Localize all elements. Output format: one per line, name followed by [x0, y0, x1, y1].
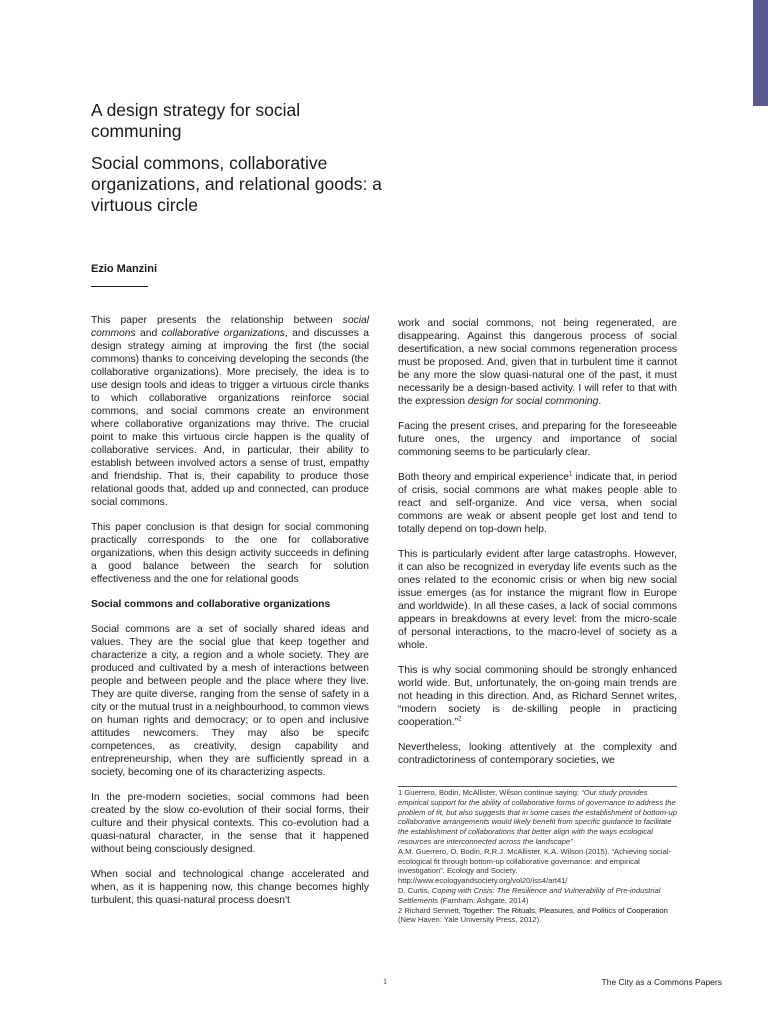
title-block — [91, 100, 391, 216]
right-column — [398, 317, 677, 779]
right-paragraph-3: Both theory and empirical experience$^1$ indicate that, in period of crisis, social commons are what makes people able to react and self-organize. And vice versa, when social commons are weak or absent people get lost and tend to totally depend on top-down help. — [398, 471, 678, 535]
footnote-2: 2 Richard Sennett, Together: The Rituals, Pleasures, and Politics of Cooperation (New Haven: Yale University Press, 2012). — [398, 905, 668, 925]
right-paragraph-6: Nevertheless, looking attentively at the complexity and contradictoriness of contemporary societies, we — [398, 742, 677, 766]
author-rule — [91, 286, 148, 287]
footnote-1: 1 Guerrero, Bodin, McAllister, Wilson continue saying: “Our study provides empirical support for the ability of collaborative forms of governance to address the problem of fit, but also suggests that in some cases the establishment of bottom-up collaborative arrangements would likely benefit from specific guidance to facilitate the establishment of collaborations that better align with the ways ecological resources are interconnected across the landscape” — [398, 788, 678, 846]
paper-title: A design strategy for social communing — [91, 100, 301, 141]
footnote-rule — [398, 786, 677, 787]
author-name: Ezio Manzini — [91, 263, 157, 275]
right-paragraph-5: This is why social commoning should be strongly enhanced world wide. But, unfortunately, the on-going main trends are not heading in this direction. And, as Richard Sennet writes, “modern society is de-skilling people in practicing cooperation.”$^2$ — [398, 665, 677, 728]
footnote-1-citation: A.M. Guerrero, Ö. Bodin, R.R.J. McAllister, K.A. Wilson (2015). “Achieving social-ecological fit through bottom-up collaborative governance: and empirical investigation”. Ecology and Society. — [398, 846, 672, 876]
footnotes — [398, 788, 677, 925]
left-column — [91, 314, 369, 919]
right-paragraph-2: Facing the present crises, and preparing for the foreseeable future ones, the urgency and importance of social commoning seems to be particularly clear. — [398, 421, 677, 458]
section-tab — [753, 0, 768, 106]
series-title: The City as a Commons Papers — [601, 977, 722, 987]
paper-subtitle: Social commons, collaborative organizations, and relational goods: a virtuous circle — [91, 153, 382, 215]
right-paragraph-4: This is particularly evident after large catastrophs. However, it can also be recognized in everyday life events such as the ones related to the economic crisis or when big new social issue emerges (as for instance the migrant flow in Europe and worldwide). In all these cases, a lack of social commons appears in breakdowns at every level: from the micro-scale of personal interactions, to the macro-level of society as a whole. — [398, 549, 677, 651]
left-paragraph-1: This paper presents the relationship between social commons and collaborative organizations, and discusses a design strategy aiming at improving the first (the social commons) thanks to conceiving developing the seconds (the collaborative organizations). More precisely, the idea is to use design tools and ideas to trigger a virtuous circle thanks to which collaborative organizations reinforce social commons, and social commons create an environment where collaborative organizations may thrive. The crucial point to make this virtuous circle happen is the quality of collaborative services. And, in particular, their ability to establish between involved actors a sense of trust, empathy and friendship. That is, their capability to produce those relational goods that, added up and connected, can produce social commons. — [91, 315, 370, 508]
footnote-1-curtis: D. Curtis, Coping with Crisis: The Resilience and Vulnerability of Pre-industrial Settlements (Farnham: Ashgate, 2014) — [398, 885, 661, 905]
left-paragraph-3: Social commons are a set of socially shared ideas and values. They are the social glue that keep together and characterize a city, a region and a whole society. They are produced and cultivated by a mesh of interactions between people and between people and the place where they live. They are quite diverse, ranging from the sense of safety in a city or the mutual trust in a neighbourhood, to common views on human rights and democracy; or to open and inclusive attitudes newcomers. They may also be specifc competences, as creativity, design capability and entrepreneurship, when they are sufficiently spread in a society, becoming one of its characterizing aspects. — [91, 624, 369, 778]
left-paragraph-5: When social and technological change accelerated and when, as it is happening now, this change becomes highly turbulent, this quasi-natural process doesn't — [91, 869, 369, 906]
section-heading: Social commons and collaborative organizations — [91, 599, 331, 610]
left-paragraph-2: This paper conclusion is that design for social commoning practically corresponds to the one for collaborative organizations, when this design activity succeeds in defining a good balance between the search for solution effectiveness and the one for relational goods — [91, 522, 369, 585]
left-paragraph-4: In the pre-modern societies, social commons had been created by the slow co-evolution of their social forms, their culture and their physical contexts. This co-evolution had a quasi-natural character, in the sense that it happened without being consciously designed. — [91, 792, 369, 855]
footnote-1-url: http://www.ecologyandsociety.org/vol20/iss4/art41/ — [398, 876, 568, 886]
right-paragraph-1: work and social commons, not being regenerated, are disappearing. Against this dangerous process of social desertification, a new social commons regeneration process must be proposed. And, given that in turbulent time it cannot be any more the slow quasi-natural one of the past, it must necessarily be a design-based activity. I will refer to that with the expression design for social commoning. — [398, 318, 677, 407]
page-number: 1 — [383, 977, 387, 986]
